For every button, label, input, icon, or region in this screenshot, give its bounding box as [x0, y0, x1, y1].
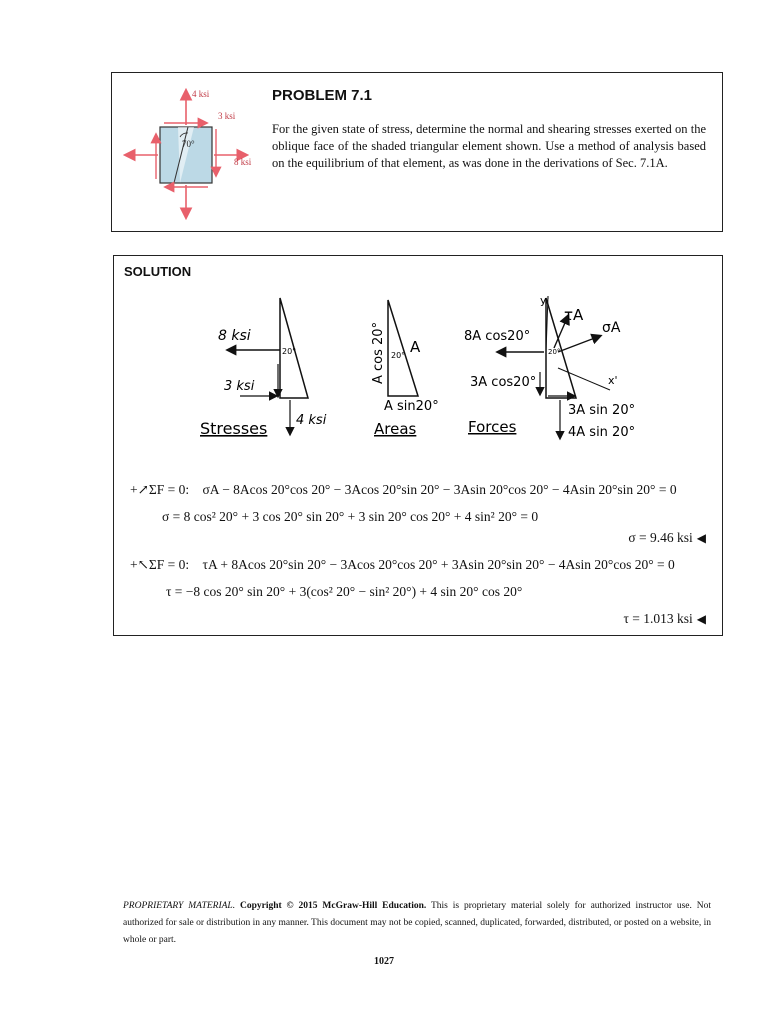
forces-caption: Forces [468, 418, 517, 436]
equation-2: σ = 8 cos² 20° + 3 cos 20° sin 20° + 3 sin 20° cos 20° + 4 sin² 20° = 0 [162, 509, 539, 524]
fig-label-8ksi: 8 ksi [234, 157, 252, 167]
problem-title: PROBLEM 7.1 [272, 87, 373, 104]
answer-marker-icon: ◀ [696, 612, 706, 626]
area-label-angle: 20° [391, 351, 406, 360]
areas-caption: Areas [374, 420, 417, 438]
force-label-x: x' [608, 374, 618, 387]
solution-label: SOLUTION [124, 264, 192, 279]
stress-label-4ksi: 4 ksi [296, 413, 327, 428]
area-label-asin: A sin20° [384, 399, 439, 414]
forces-diagram [464, 294, 635, 440]
force-label-3asin: 3A sin 20° [568, 403, 636, 418]
solution-box [113, 255, 723, 636]
equation-3 [130, 557, 675, 573]
footer-copyright: Copyright © 2015 McGraw-Hill Education. [239, 901, 427, 911]
problem-box [111, 72, 723, 232]
free-body-diagrams [196, 292, 656, 444]
equation-1-body: σA − 8Acos 20°cos 20° − 3Acos 20°sin 20° − 3Asin 20°cos 20° − 4Asin 20°sin 20° = 0 [202, 482, 677, 497]
area-label-a: A [410, 338, 421, 356]
page-number: 1027 [374, 956, 394, 967]
stresses-diagram [200, 298, 327, 438]
equation-3-body: τA + 8Acos 20°sin 20° − 3Acos 20°cos 20° + 3Asin 20°sin 20° − 4Asin 20°cos 20° = 0 [202, 557, 675, 572]
force-label-angle: 20° [548, 348, 561, 356]
force-label-sigma: σA [602, 320, 621, 336]
stresses-caption: Stresses [200, 419, 268, 438]
stress-label-angle: 20° [282, 347, 297, 356]
footer-notice [123, 898, 711, 949]
answer-tau [623, 611, 706, 627]
stress-label-8ksi: 8 ksi [218, 328, 251, 344]
areas-diagram [371, 300, 439, 438]
force-label-3acos: 3A cos20° [470, 375, 537, 390]
fig-label-4ksi: 4 ksi [192, 89, 210, 99]
footer-label: PROPRIETARY MATERIAL. [123, 901, 236, 911]
equation-1-prefix: +↗ΣF = 0: [130, 482, 190, 497]
problem-text: For the given state of stress, determine the normal and shearing stresses exerted on the oblique face of the shaded triangular element shown. Use a method of analysis based on the equilibrium of that element, as was done in the derivations of Sec. 7.1A. [272, 122, 706, 170]
force-label-4asin: 4A sin 20° [568, 425, 636, 440]
force-label-8acos: 8A cos20° [464, 329, 531, 344]
footer-text: This is proprietary material solely for authorized instructor use. Not authorized for sale or distribution in any manner. This document may not be copied, scanned, duplicated, forwarded, distributed, or posted on a website, in whole or part. [123, 901, 712, 945]
fig-label-3ksi: 3 ksi [218, 111, 236, 121]
answer-tau-text: τ = 1.013 ksi [623, 611, 693, 626]
answer-marker-icon: ◀ [696, 531, 706, 545]
force-label-y: y' [540, 294, 550, 307]
force-label-tau: τA [564, 306, 584, 324]
fig-label-angle: 70° [182, 139, 195, 149]
equation-3-prefix: +↖ΣF = 0: [130, 557, 190, 572]
stress-element-figure [118, 79, 268, 227]
answer-sigma [628, 530, 706, 546]
answer-sigma-text: σ = 9.46 ksi [628, 530, 693, 545]
area-label-acos: A cos 20° [371, 321, 386, 384]
stress-label-3ksi: 3 ksi [224, 379, 255, 394]
equation-4: τ = −8 cos 20° sin 20° + 3(cos² 20° − sin² 20°) + 4 sin 20° cos 20° [166, 584, 523, 599]
equation-1 [130, 482, 677, 498]
